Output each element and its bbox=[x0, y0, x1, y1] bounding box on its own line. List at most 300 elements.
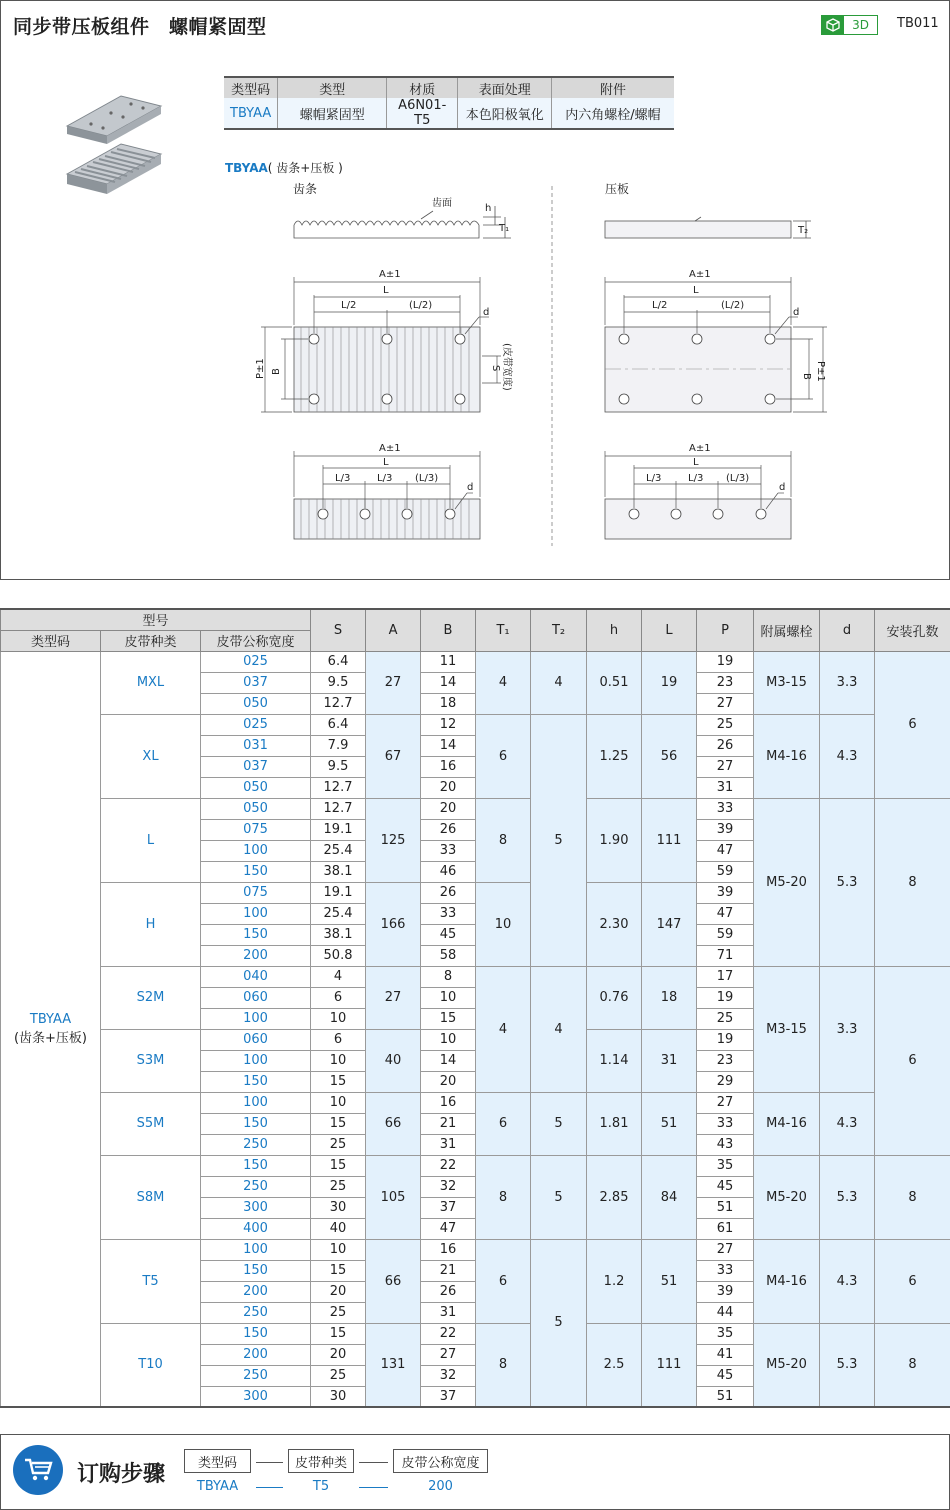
b-value: 26 bbox=[421, 882, 476, 903]
s-value: 25.4 bbox=[311, 903, 366, 924]
bolt-value: M3-15 bbox=[754, 651, 820, 714]
h-value: 2.30 bbox=[587, 882, 642, 966]
h-value: 1.81 bbox=[587, 1092, 642, 1155]
model-group-header: 型号 bbox=[1, 609, 311, 630]
cart-icon bbox=[13, 1445, 63, 1495]
b-value: 11 bbox=[421, 651, 476, 672]
b-value: 15 bbox=[421, 1008, 476, 1029]
belt-type: S5M bbox=[101, 1092, 201, 1155]
holes-value: 8 bbox=[875, 798, 950, 966]
d-value: 4.3 bbox=[820, 1092, 875, 1155]
t1-value: 4 bbox=[476, 651, 531, 714]
belt-width: 400 bbox=[201, 1218, 311, 1239]
p-value: 45 bbox=[697, 1176, 754, 1197]
l-value: 111 bbox=[642, 798, 697, 882]
b-value: 32 bbox=[421, 1365, 476, 1386]
belt-width: 100 bbox=[201, 840, 311, 861]
col-header: 附属螺栓 bbox=[754, 609, 820, 651]
s-value: 19.1 bbox=[311, 882, 366, 903]
spec-cell: 螺帽紧固型 bbox=[278, 98, 387, 129]
p-value: 45 bbox=[697, 1365, 754, 1386]
s-value: 15 bbox=[311, 1113, 366, 1134]
s-value: 25.4 bbox=[311, 840, 366, 861]
a-value: 66 bbox=[366, 1239, 421, 1323]
p-value: 27 bbox=[697, 1239, 754, 1260]
p-value: 27 bbox=[697, 1092, 754, 1113]
belt-width: 150 bbox=[201, 1155, 311, 1176]
d-value: 3.3 bbox=[820, 651, 875, 714]
h-value: 0.76 bbox=[587, 966, 642, 1029]
s-value: 19.1 bbox=[311, 819, 366, 840]
p-value: 33 bbox=[697, 1260, 754, 1281]
order-step: 类型码 bbox=[184, 1449, 251, 1473]
h-value: 2.85 bbox=[587, 1155, 642, 1239]
spec-cell: A6N01-T5 bbox=[387, 98, 458, 129]
h-value: 0.51 bbox=[587, 651, 642, 714]
holes-value: 6 bbox=[875, 966, 950, 1155]
table-row bbox=[1, 651, 950, 672]
t2-value: 5 bbox=[531, 1092, 587, 1155]
b-value: 37 bbox=[421, 1386, 476, 1407]
s-value: 38.1 bbox=[311, 924, 366, 945]
belt-width: 075 bbox=[201, 882, 311, 903]
dim-l: L bbox=[383, 457, 389, 468]
belt-width: 300 bbox=[201, 1386, 311, 1407]
col-header: T₂ bbox=[531, 609, 587, 651]
belt-width: 075 bbox=[201, 819, 311, 840]
b-value: 22 bbox=[421, 1323, 476, 1344]
l-value: 51 bbox=[642, 1092, 697, 1155]
dim-l2p: (L/2) bbox=[721, 300, 745, 311]
holes-value: 6 bbox=[875, 1239, 950, 1323]
separator bbox=[359, 1462, 388, 1463]
belt-width: 150 bbox=[201, 1113, 311, 1134]
dimension-table bbox=[0, 608, 950, 1408]
belt-width: 025 bbox=[201, 714, 311, 735]
b-value: 20 bbox=[421, 1071, 476, 1092]
s-value: 15 bbox=[311, 1155, 366, 1176]
dim-a: A±1 bbox=[379, 443, 401, 454]
spec-header: 材质 bbox=[387, 77, 458, 98]
b-value: 26 bbox=[421, 819, 476, 840]
p-value: 35 bbox=[697, 1323, 754, 1344]
a-value: 125 bbox=[366, 798, 421, 882]
t1-value: 6 bbox=[476, 1092, 531, 1155]
b-value: 10 bbox=[421, 987, 476, 1008]
belt-width: 150 bbox=[201, 1323, 311, 1344]
p-value: 33 bbox=[697, 798, 754, 819]
p-value: 19 bbox=[697, 1029, 754, 1050]
technical-drawing bbox=[1, 1, 949, 579]
belt-type: H bbox=[101, 882, 201, 966]
belt-width: 200 bbox=[201, 1281, 311, 1302]
p-value: 35 bbox=[697, 1155, 754, 1176]
col-header: P bbox=[697, 609, 754, 651]
dim-t2: T₂ bbox=[798, 225, 809, 236]
belt-type: S2M bbox=[101, 966, 201, 1029]
belt-width: 100 bbox=[201, 1092, 311, 1113]
b-value: 18 bbox=[421, 693, 476, 714]
s-value: 4 bbox=[311, 966, 366, 987]
belt-width: 150 bbox=[201, 924, 311, 945]
dim-d: d bbox=[467, 482, 474, 493]
belt-width: 040 bbox=[201, 966, 311, 987]
a-value: 27 bbox=[366, 966, 421, 1029]
s-value: 25 bbox=[311, 1176, 366, 1197]
t2-value: 5 bbox=[531, 1239, 587, 1407]
order-value: TBYAA bbox=[196, 1479, 239, 1494]
order-step: 皮带公称宽度 bbox=[393, 1449, 488, 1473]
spec-cell: TBYAA bbox=[224, 98, 278, 129]
order-step: 皮带种类 bbox=[288, 1449, 354, 1473]
dim-l3: L/3 bbox=[688, 473, 704, 484]
p-value: 25 bbox=[697, 714, 754, 735]
s-value: 12.7 bbox=[311, 777, 366, 798]
p-value: 43 bbox=[697, 1134, 754, 1155]
bolt-value: M4-16 bbox=[754, 1239, 820, 1323]
s-value: 9.5 bbox=[311, 672, 366, 693]
belt-width: 150 bbox=[201, 1260, 311, 1281]
spec-panel bbox=[0, 0, 950, 580]
dim-h: h bbox=[485, 203, 492, 214]
t1-value: 8 bbox=[476, 1323, 531, 1407]
col-header: h bbox=[587, 609, 642, 651]
t1-value: 8 bbox=[476, 798, 531, 882]
s-value: 6 bbox=[311, 1029, 366, 1050]
belt-type: MXL bbox=[101, 651, 201, 714]
t2-value: 5 bbox=[531, 714, 587, 966]
t2-value: 5 bbox=[531, 1155, 587, 1239]
separator bbox=[256, 1487, 283, 1488]
table-row bbox=[1, 1155, 950, 1176]
b-value: 8 bbox=[421, 966, 476, 987]
b-value: 21 bbox=[421, 1260, 476, 1281]
l-value: 147 bbox=[642, 882, 697, 966]
type-code-cell bbox=[1, 651, 101, 1407]
dim-l3: L/3 bbox=[377, 473, 393, 484]
b-value: 14 bbox=[421, 735, 476, 756]
belt-width: 250 bbox=[201, 1365, 311, 1386]
p-value: 19 bbox=[697, 651, 754, 672]
belt-width: 100 bbox=[201, 1050, 311, 1071]
s-value: 20 bbox=[311, 1344, 366, 1365]
d-value: 5.3 bbox=[820, 1155, 875, 1239]
b-value: 31 bbox=[421, 1302, 476, 1323]
belt-width: 200 bbox=[201, 1344, 311, 1365]
belt-type: XL bbox=[101, 714, 201, 798]
table-row bbox=[1, 798, 950, 819]
t2-value: 4 bbox=[531, 651, 587, 714]
spec-cell: 内六角螺栓/螺帽 bbox=[552, 98, 674, 129]
b-value: 16 bbox=[421, 1092, 476, 1113]
col-header: d bbox=[820, 609, 875, 651]
p-value: 29 bbox=[697, 1071, 754, 1092]
s-value: 12.7 bbox=[311, 693, 366, 714]
s-value: 7.9 bbox=[311, 735, 366, 756]
belt-width: 025 bbox=[201, 651, 311, 672]
p-value: 27 bbox=[697, 756, 754, 777]
belt-type: S3M bbox=[101, 1029, 201, 1092]
p-value: 33 bbox=[697, 1113, 754, 1134]
belt-width: 100 bbox=[201, 903, 311, 924]
col-header: 安装孔数 bbox=[875, 609, 950, 651]
p-value: 47 bbox=[697, 840, 754, 861]
d-value: 5.3 bbox=[820, 798, 875, 966]
table-row bbox=[1, 966, 950, 987]
col-header: B bbox=[421, 609, 476, 651]
tooth-face-label: 齿面 bbox=[432, 198, 452, 209]
section-note: ( 齿条+压板 ) bbox=[267, 161, 343, 175]
dim-l2p: (L/2) bbox=[409, 300, 433, 311]
dim-l: L bbox=[693, 457, 699, 468]
spec-header: 表面处理 bbox=[458, 77, 552, 98]
dim-l3: L/3 bbox=[646, 473, 662, 484]
type-code-note: (齿条+压板) bbox=[13, 1030, 88, 1046]
holes-value: 8 bbox=[875, 1155, 950, 1239]
section-code: TBYAA bbox=[225, 161, 268, 175]
l-value: 18 bbox=[642, 966, 697, 1029]
p-value: 61 bbox=[697, 1218, 754, 1239]
s-value: 15 bbox=[311, 1260, 366, 1281]
t2-value: 4 bbox=[531, 966, 587, 1092]
p-value: 17 bbox=[697, 966, 754, 987]
sub-header: 皮带公称宽度 bbox=[201, 630, 311, 651]
h-value: 1.90 bbox=[587, 798, 642, 882]
belt-width: 250 bbox=[201, 1176, 311, 1197]
b-value: 26 bbox=[421, 1281, 476, 1302]
belt-width: 060 bbox=[201, 1029, 311, 1050]
l-value: 31 bbox=[642, 1029, 697, 1092]
order-title: 订购步骤 bbox=[77, 1462, 166, 1487]
p-value: 51 bbox=[697, 1197, 754, 1218]
d-value: 4.3 bbox=[820, 1239, 875, 1323]
s-value: 15 bbox=[311, 1323, 366, 1344]
separator bbox=[359, 1487, 388, 1488]
spec-header: 类型 bbox=[278, 77, 387, 98]
s-value: 50.8 bbox=[311, 945, 366, 966]
s-value: 10 bbox=[311, 1092, 366, 1113]
s-value: 9.5 bbox=[311, 756, 366, 777]
3d-label: 3D bbox=[852, 18, 869, 32]
separator bbox=[256, 1462, 283, 1463]
b-value: 16 bbox=[421, 1239, 476, 1260]
h-value: 2.5 bbox=[587, 1323, 642, 1407]
s-value: 12.7 bbox=[311, 798, 366, 819]
b-value: 22 bbox=[421, 1155, 476, 1176]
order-steps bbox=[0, 1434, 950, 1510]
type-code: TBYAA bbox=[29, 1011, 72, 1027]
sub-header: 皮带种类 bbox=[101, 630, 201, 651]
l-value: 51 bbox=[642, 1239, 697, 1323]
s-value: 30 bbox=[311, 1197, 366, 1218]
bolt-value: M4-16 bbox=[754, 714, 820, 798]
spec-header: 附件 bbox=[552, 77, 674, 98]
a-value: 131 bbox=[366, 1323, 421, 1407]
l-value: 19 bbox=[642, 651, 697, 714]
t1-value: 6 bbox=[476, 1239, 531, 1323]
dim-l: L bbox=[693, 285, 699, 296]
belt-width: 300 bbox=[201, 1197, 311, 1218]
belt-width: 037 bbox=[201, 756, 311, 777]
b-value: 20 bbox=[421, 777, 476, 798]
dim-l3p: (L/3) bbox=[415, 473, 439, 484]
belt-width: 200 bbox=[201, 945, 311, 966]
a-value: 27 bbox=[366, 651, 421, 714]
b-value: 33 bbox=[421, 903, 476, 924]
dim-b: B bbox=[801, 373, 812, 380]
bolt-value: M5-20 bbox=[754, 1323, 820, 1407]
spec-header: 类型码 bbox=[224, 77, 278, 98]
holes-value: 6 bbox=[875, 651, 950, 798]
p-value: 39 bbox=[697, 882, 754, 903]
belt-width: 100 bbox=[201, 1239, 311, 1260]
b-value: 46 bbox=[421, 861, 476, 882]
bolt-value: M5-20 bbox=[754, 1155, 820, 1239]
b-value: 20 bbox=[421, 798, 476, 819]
b-value: 32 bbox=[421, 1176, 476, 1197]
p-value: 31 bbox=[697, 777, 754, 798]
col-header: L bbox=[642, 609, 697, 651]
dim-d: d bbox=[779, 482, 786, 493]
belt-type: L bbox=[101, 798, 201, 882]
l-value: 111 bbox=[642, 1323, 697, 1407]
p-value: 59 bbox=[697, 861, 754, 882]
belt-width: 050 bbox=[201, 798, 311, 819]
s-value: 30 bbox=[311, 1386, 366, 1407]
belt-width: 050 bbox=[201, 693, 311, 714]
t1-value: 6 bbox=[476, 714, 531, 798]
b-value: 47 bbox=[421, 1218, 476, 1239]
col-header: T₁ bbox=[476, 609, 531, 651]
b-value: 10 bbox=[421, 1029, 476, 1050]
belt-width: 037 bbox=[201, 672, 311, 693]
p-value: 25 bbox=[697, 1008, 754, 1029]
b-value: 21 bbox=[421, 1113, 476, 1134]
belt-width: 060 bbox=[201, 987, 311, 1008]
l-value: 56 bbox=[642, 714, 697, 798]
bolt-value: M5-20 bbox=[754, 798, 820, 966]
dim-l2: L/2 bbox=[652, 300, 668, 311]
s-value: 25 bbox=[311, 1134, 366, 1155]
d-value: 3.3 bbox=[820, 966, 875, 1092]
table-row bbox=[1, 1092, 950, 1113]
a-value: 105 bbox=[366, 1155, 421, 1239]
s-value: 10 bbox=[311, 1239, 366, 1260]
p-value: 27 bbox=[697, 693, 754, 714]
dim-l3: L/3 bbox=[335, 473, 351, 484]
belt-width: 050 bbox=[201, 777, 311, 798]
spec-cell: 本色阳极氧化 bbox=[458, 98, 552, 129]
belt-width: 031 bbox=[201, 735, 311, 756]
sub-header: 类型码 bbox=[1, 630, 101, 651]
p-value: 41 bbox=[697, 1344, 754, 1365]
dim-p: P±1 bbox=[815, 361, 826, 382]
s-value: 25 bbox=[311, 1302, 366, 1323]
belt-width: 250 bbox=[201, 1302, 311, 1323]
s-value: 40 bbox=[311, 1218, 366, 1239]
h-value: 1.14 bbox=[587, 1029, 642, 1092]
p-value: 23 bbox=[697, 672, 754, 693]
s-value: 6.4 bbox=[311, 714, 366, 735]
bolt-value: M3-15 bbox=[754, 966, 820, 1092]
b-value: 58 bbox=[421, 945, 476, 966]
dim-l2: L/2 bbox=[341, 300, 357, 311]
b-value: 14 bbox=[421, 672, 476, 693]
b-value: 37 bbox=[421, 1197, 476, 1218]
p-value: 39 bbox=[697, 819, 754, 840]
dim-l: L bbox=[383, 285, 389, 296]
s-value: 6 bbox=[311, 987, 366, 1008]
col-header: A bbox=[366, 609, 421, 651]
belt-width: 150 bbox=[201, 861, 311, 882]
plate-label: 压板 bbox=[605, 182, 630, 196]
s-value: 10 bbox=[311, 1050, 366, 1071]
h-value: 1.25 bbox=[587, 714, 642, 798]
table-row bbox=[1, 714, 950, 735]
belt-type: S8M bbox=[101, 1155, 201, 1239]
dim-s-note: (皮带宽度) bbox=[501, 343, 512, 391]
belt-width: 100 bbox=[201, 1008, 311, 1029]
col-header: S bbox=[311, 609, 366, 651]
p-value: 26 bbox=[697, 735, 754, 756]
p-value: 59 bbox=[697, 924, 754, 945]
b-value: 27 bbox=[421, 1344, 476, 1365]
p-value: 47 bbox=[697, 903, 754, 924]
b-value: 33 bbox=[421, 840, 476, 861]
d-value: 5.3 bbox=[820, 1323, 875, 1407]
t1-value: 10 bbox=[476, 882, 531, 966]
p-value: 39 bbox=[697, 1281, 754, 1302]
p-value: 51 bbox=[697, 1386, 754, 1407]
a-value: 166 bbox=[366, 882, 421, 966]
dim-s: S bbox=[490, 365, 501, 372]
b-value: 12 bbox=[421, 714, 476, 735]
s-value: 6.4 bbox=[311, 651, 366, 672]
a-value: 40 bbox=[366, 1029, 421, 1092]
d-value: 4.3 bbox=[820, 714, 875, 798]
belt-type: T5 bbox=[101, 1239, 201, 1323]
p-value: 71 bbox=[697, 945, 754, 966]
table-row bbox=[1, 1239, 950, 1260]
bolt-value: M4-16 bbox=[754, 1092, 820, 1155]
a-value: 66 bbox=[366, 1092, 421, 1155]
dim-b: B bbox=[271, 368, 282, 375]
h-value: 1.2 bbox=[587, 1239, 642, 1323]
dim-p: P±1 bbox=[255, 358, 266, 379]
order-value: 200 bbox=[428, 1479, 453, 1494]
order-value: T5 bbox=[312, 1479, 330, 1494]
p-value: 44 bbox=[697, 1302, 754, 1323]
p-value: 23 bbox=[697, 1050, 754, 1071]
dim-a: A±1 bbox=[689, 443, 711, 454]
t1-value: 8 bbox=[476, 1155, 531, 1239]
b-value: 31 bbox=[421, 1134, 476, 1155]
a-value: 67 bbox=[366, 714, 421, 798]
dim-a: A±1 bbox=[379, 269, 401, 280]
dim-d: d bbox=[483, 307, 490, 318]
dim-t1: T₁ bbox=[499, 223, 510, 234]
l-value: 84 bbox=[642, 1155, 697, 1239]
t1-value: 4 bbox=[476, 966, 531, 1092]
belt-type: T10 bbox=[101, 1323, 201, 1407]
b-value: 45 bbox=[421, 924, 476, 945]
s-value: 10 bbox=[311, 1008, 366, 1029]
s-value: 38.1 bbox=[311, 861, 366, 882]
rack-label: 齿条 bbox=[293, 182, 318, 196]
p-value: 19 bbox=[697, 987, 754, 1008]
belt-width: 150 bbox=[201, 1071, 311, 1092]
holes-value: 8 bbox=[875, 1323, 950, 1407]
